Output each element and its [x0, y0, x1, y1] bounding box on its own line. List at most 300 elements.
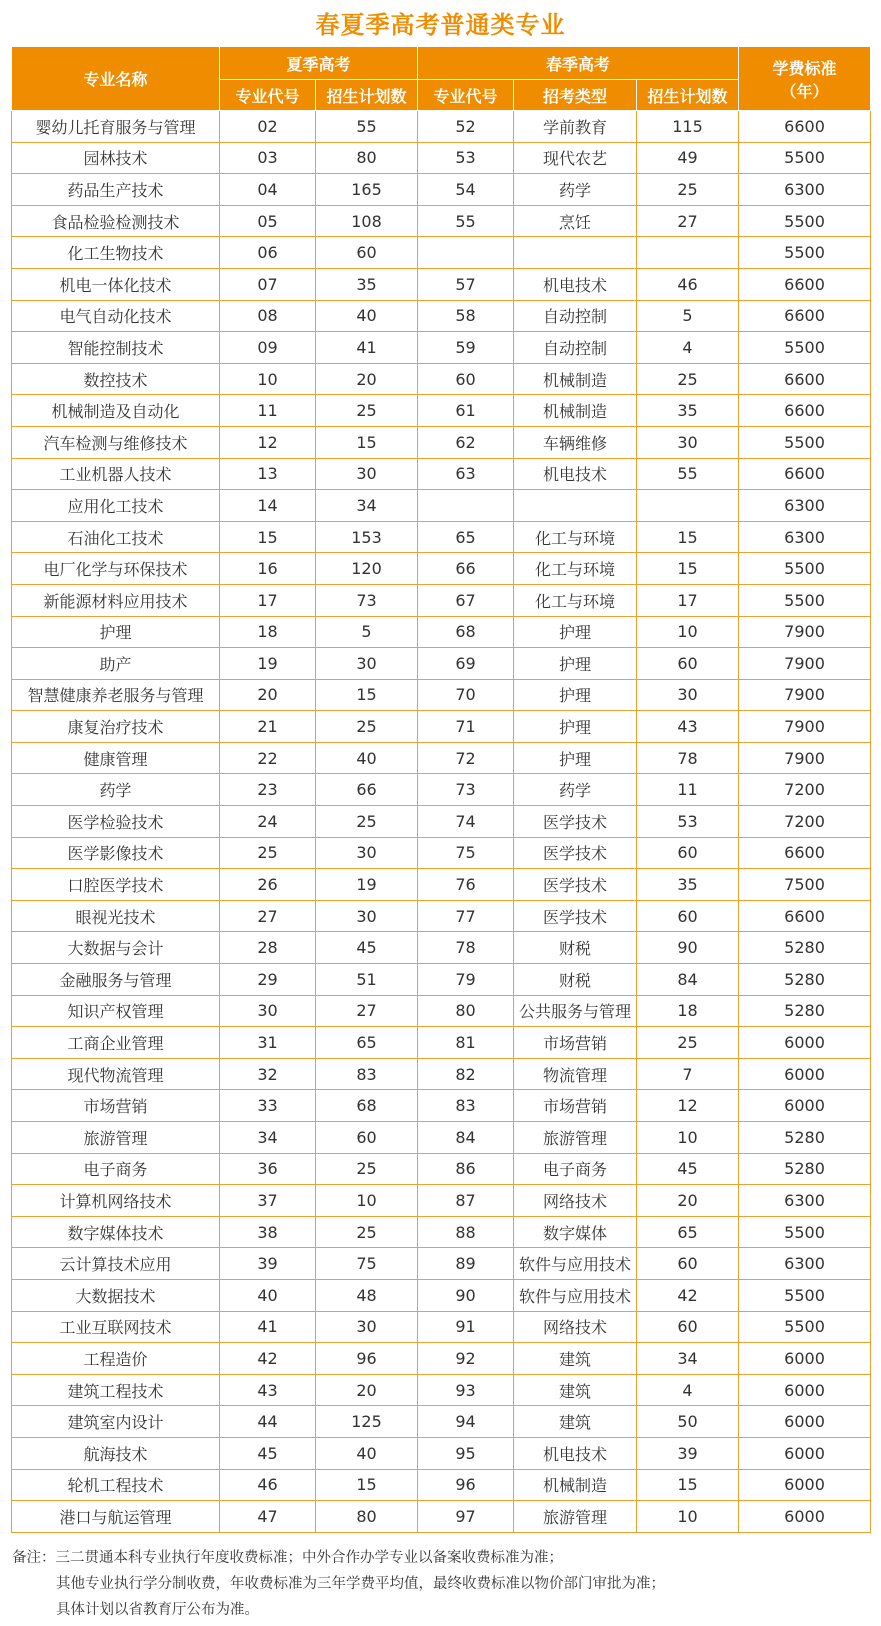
cell-summer-code: 08: [220, 300, 316, 332]
cell-spring-code: 75: [418, 837, 514, 869]
cell-spring-plan: 60: [637, 1248, 739, 1280]
cell-summer-code: 20: [220, 679, 316, 711]
cell-summer-plan: 15: [316, 426, 418, 458]
cell-major-name: 市场营销: [12, 1090, 220, 1122]
table-row: [12, 268, 871, 300]
cell-major-name: 婴幼儿托育服务与管理: [12, 111, 220, 143]
table-row: [12, 711, 871, 743]
cell-spring-plan: 35: [637, 869, 739, 901]
cell-summer-code: 41: [220, 1311, 316, 1343]
header-tuition-label: 学费标准: [772, 58, 837, 78]
cell-spring-code: 73: [418, 774, 514, 806]
table-row: [12, 584, 871, 616]
cell-spring-plan: 11: [637, 774, 739, 806]
note-line-1: 备注：三二贯通本科专业执行年度收费标准；中外合作办学专业以备案收费标准为准；: [12, 1550, 563, 1566]
table-row: [12, 300, 871, 332]
cell-spring-code: 61: [418, 395, 514, 427]
cell-tuition: 7900: [739, 616, 871, 648]
cell-tuition: 6000: [739, 1343, 871, 1375]
cell-spring-code: 97: [418, 1501, 514, 1533]
table-row: [12, 426, 871, 458]
cell-major-name: 康复治疗技术: [12, 711, 220, 743]
cell-spring-code: 80: [418, 995, 514, 1027]
cell-tuition: 6600: [739, 111, 871, 143]
cell-tuition: 5280: [739, 964, 871, 996]
cell-major-name: 机械制造及自动化: [12, 395, 220, 427]
table-row: [12, 774, 871, 806]
cell-spring-type: 机电技术: [514, 458, 637, 490]
cell-spring-type: 化工与环境: [514, 584, 637, 616]
table-row: [12, 1090, 871, 1122]
cell-summer-code: 43: [220, 1374, 316, 1406]
cell-major-name: 大数据与会计: [12, 932, 220, 964]
table-row: [12, 521, 871, 553]
cell-tuition: 6300: [739, 490, 871, 522]
cell-summer-code: 31: [220, 1027, 316, 1059]
header-tuition: [739, 47, 871, 111]
cell-summer-plan: 153: [316, 521, 418, 553]
cell-major-name: 旅游管理: [12, 1122, 220, 1154]
cell-summer-plan: 60: [316, 237, 418, 269]
cell-tuition: 7900: [739, 742, 871, 774]
cell-spring-code: 66: [418, 553, 514, 585]
cell-major-name: 健康管理: [12, 742, 220, 774]
cell-spring-code: 91: [418, 1311, 514, 1343]
cell-spring-code: 96: [418, 1469, 514, 1501]
cell-spring-plan: 49: [637, 142, 739, 174]
cell-spring-type: 化工与环境: [514, 553, 637, 585]
cell-spring-type: 医学技术: [514, 837, 637, 869]
cell-spring-code: [418, 490, 514, 522]
cell-spring-type: 数字媒体: [514, 1216, 637, 1248]
cell-summer-code: 26: [220, 869, 316, 901]
cell-spring-plan: 60: [637, 900, 739, 932]
cell-summer-code: 07: [220, 268, 316, 300]
table-row: [12, 1374, 871, 1406]
cell-summer-plan: 27: [316, 995, 418, 1027]
cell-major-name: 化工生物技术: [12, 237, 220, 269]
table-row: [12, 553, 871, 585]
cell-summer-code: 11: [220, 395, 316, 427]
table-row: [12, 742, 871, 774]
cell-tuition: 6600: [739, 268, 871, 300]
cell-summer-plan: 65: [316, 1027, 418, 1059]
cell-tuition: 5500: [739, 205, 871, 237]
cell-spring-type: 护理: [514, 711, 637, 743]
cell-tuition: 7200: [739, 774, 871, 806]
cell-spring-plan: 35: [637, 395, 739, 427]
cell-summer-code: 21: [220, 711, 316, 743]
header-summer-plan: 招生计划数: [316, 80, 418, 111]
cell-major-name: 助产: [12, 648, 220, 680]
cell-spring-plan: 34: [637, 1343, 739, 1375]
cell-spring-type: 自动控制: [514, 300, 637, 332]
cell-summer-code: 39: [220, 1248, 316, 1280]
cell-spring-plan: 90: [637, 932, 739, 964]
table-header: [12, 47, 871, 111]
cell-summer-plan: 25: [316, 711, 418, 743]
cell-summer-plan: 165: [316, 174, 418, 206]
cell-major-name: 药学: [12, 774, 220, 806]
cell-summer-plan: 30: [316, 900, 418, 932]
cell-spring-code: 78: [418, 932, 514, 964]
cell-tuition: 7500: [739, 869, 871, 901]
table-row: [12, 1437, 871, 1469]
cell-spring-code: 53: [418, 142, 514, 174]
cell-summer-code: 44: [220, 1406, 316, 1438]
cell-spring-plan: 15: [637, 1469, 739, 1501]
cell-spring-plan: 30: [637, 679, 739, 711]
cell-summer-plan: 51: [316, 964, 418, 996]
cell-summer-plan: 60: [316, 1122, 418, 1154]
cell-major-name: 建筑室内设计: [12, 1406, 220, 1438]
header-major-name: 专业名称: [12, 47, 220, 111]
cell-summer-plan: 66: [316, 774, 418, 806]
cell-spring-code: 76: [418, 869, 514, 901]
cell-spring-plan: 30: [637, 426, 739, 458]
cell-spring-type: 药学: [514, 774, 637, 806]
cell-summer-plan: 20: [316, 1374, 418, 1406]
cell-spring-type: 财税: [514, 964, 637, 996]
table-row: [12, 1248, 871, 1280]
header-summer-code: 专业代号: [220, 80, 316, 111]
cell-tuition: 6300: [739, 1248, 871, 1280]
cell-spring-type: 网络技术: [514, 1311, 637, 1343]
cell-spring-code: [418, 237, 514, 269]
cell-major-name: 石油化工技术: [12, 521, 220, 553]
cell-tuition: 6300: [739, 521, 871, 553]
cell-spring-type: 旅游管理: [514, 1501, 637, 1533]
cell-major-name: 计算机网络技术: [12, 1185, 220, 1217]
cell-summer-code: 14: [220, 490, 316, 522]
cell-summer-plan: 80: [316, 1501, 418, 1533]
note-line-2: 其他专业执行学分制收费，年收费标准为三年学费平均值，最终收费标准以物价部门审批为准；: [56, 1576, 665, 1592]
cell-tuition: 6000: [739, 1027, 871, 1059]
table-row: [12, 332, 871, 364]
cell-tuition: 6000: [739, 1469, 871, 1501]
cell-tuition: 5500: [739, 1216, 871, 1248]
cell-major-name: 智能控制技术: [12, 332, 220, 364]
cell-spring-plan: 65: [637, 1216, 739, 1248]
cell-major-name: 机电一体化技术: [12, 268, 220, 300]
cell-spring-type: 市场营销: [514, 1090, 637, 1122]
table-row: [12, 932, 871, 964]
cell-spring-code: 94: [418, 1406, 514, 1438]
cell-spring-type: [514, 490, 637, 522]
cell-major-name: 大数据技术: [12, 1279, 220, 1311]
cell-spring-code: 79: [418, 964, 514, 996]
cell-summer-plan: 40: [316, 1437, 418, 1469]
cell-spring-type: 医学技术: [514, 900, 637, 932]
cell-spring-code: 92: [418, 1343, 514, 1375]
cell-major-name: 电子商务: [12, 1153, 220, 1185]
cell-summer-plan: 41: [316, 332, 418, 364]
table-row: [12, 679, 871, 711]
cell-summer-code: 46: [220, 1469, 316, 1501]
cell-spring-plan: 55: [637, 458, 739, 490]
cell-spring-code: 87: [418, 1185, 514, 1217]
table-row: [12, 458, 871, 490]
cell-summer-code: 06: [220, 237, 316, 269]
cell-spring-code: 58: [418, 300, 514, 332]
cell-spring-code: 95: [418, 1437, 514, 1469]
cell-spring-type: 自动控制: [514, 332, 637, 364]
cell-spring-code: 55: [418, 205, 514, 237]
table-row: [12, 1469, 871, 1501]
cell-tuition: 5280: [739, 1153, 871, 1185]
table-body: [12, 111, 871, 1533]
cell-spring-plan: 20: [637, 1185, 739, 1217]
table-row: [12, 1406, 871, 1438]
cell-summer-code: 17: [220, 584, 316, 616]
cell-spring-plan: 27: [637, 205, 739, 237]
cell-spring-type: 烹饪: [514, 205, 637, 237]
cell-summer-code: 24: [220, 806, 316, 838]
cell-summer-plan: 55: [316, 111, 418, 143]
cell-summer-code: 28: [220, 932, 316, 964]
table-row: [12, 395, 871, 427]
cell-spring-code: 70: [418, 679, 514, 711]
cell-spring-code: 84: [418, 1122, 514, 1154]
cell-major-name: 食品检验检测技术: [12, 205, 220, 237]
cell-spring-plan: 78: [637, 742, 739, 774]
cell-spring-code: 59: [418, 332, 514, 364]
cell-spring-type: 财税: [514, 932, 637, 964]
cell-major-name: 药品生产技术: [12, 174, 220, 206]
cell-tuition: 6000: [739, 1058, 871, 1090]
cell-spring-code: 74: [418, 806, 514, 838]
cell-summer-plan: 20: [316, 363, 418, 395]
cell-summer-plan: 25: [316, 806, 418, 838]
table-row: [12, 363, 871, 395]
cell-major-name: 园林技术: [12, 142, 220, 174]
cell-major-name: 金融服务与管理: [12, 964, 220, 996]
cell-major-name: 电气自动化技术: [12, 300, 220, 332]
cell-major-name: 汽车检测与维修技术: [12, 426, 220, 458]
cell-spring-plan: [637, 237, 739, 269]
cell-spring-plan: 10: [637, 1122, 739, 1154]
table-row: [12, 1185, 871, 1217]
cell-summer-code: 25: [220, 837, 316, 869]
table-row: [12, 174, 871, 206]
table-row: [12, 1343, 871, 1375]
cell-spring-code: 72: [418, 742, 514, 774]
cell-summer-plan: 5: [316, 616, 418, 648]
cell-spring-code: 83: [418, 1090, 514, 1122]
cell-spring-type: 机械制造: [514, 1469, 637, 1501]
cell-spring-type: 软件与应用技术: [514, 1248, 637, 1280]
cell-spring-plan: 25: [637, 1027, 739, 1059]
cell-summer-plan: 30: [316, 458, 418, 490]
cell-summer-plan: 15: [316, 1469, 418, 1501]
cell-summer-code: 12: [220, 426, 316, 458]
cell-spring-plan: 46: [637, 268, 739, 300]
cell-tuition: 7200: [739, 806, 871, 838]
header-tuition-unit: （年）: [780, 81, 829, 101]
cell-spring-type: 车辆维修: [514, 426, 637, 458]
cell-spring-plan: 50: [637, 1406, 739, 1438]
cell-tuition: 5500: [739, 1279, 871, 1311]
cell-tuition: 7900: [739, 711, 871, 743]
table-row: [12, 1027, 871, 1059]
cell-summer-code: 02: [220, 111, 316, 143]
cell-major-name: 口腔医学技术: [12, 869, 220, 901]
cell-spring-type: 护理: [514, 742, 637, 774]
header-summer-exam: 夏季高考: [220, 47, 418, 80]
header-spring-code: 专业代号: [418, 80, 514, 111]
cell-summer-code: 27: [220, 900, 316, 932]
cell-major-name: 数控技术: [12, 363, 220, 395]
cell-summer-code: 19: [220, 648, 316, 680]
cell-tuition: 5500: [739, 426, 871, 458]
cell-summer-plan: 19: [316, 869, 418, 901]
cell-spring-type: 物流管理: [514, 1058, 637, 1090]
header-spring-type: 招考类型: [514, 80, 637, 111]
cell-spring-plan: 15: [637, 521, 739, 553]
cell-summer-code: 38: [220, 1216, 316, 1248]
cell-tuition: 6600: [739, 395, 871, 427]
cell-spring-plan: 18: [637, 995, 739, 1027]
cell-spring-plan: 42: [637, 1279, 739, 1311]
cell-spring-plan: 60: [637, 648, 739, 680]
table-row: [12, 869, 871, 901]
cell-summer-plan: 75: [316, 1248, 418, 1280]
table-row: [12, 1216, 871, 1248]
cell-summer-code: 33: [220, 1090, 316, 1122]
cell-summer-plan: 25: [316, 1153, 418, 1185]
cell-summer-code: 36: [220, 1153, 316, 1185]
cell-spring-type: 网络技术: [514, 1185, 637, 1217]
cell-spring-code: 77: [418, 900, 514, 932]
cell-spring-type: [514, 237, 637, 269]
cell-summer-plan: 30: [316, 1311, 418, 1343]
cell-spring-plan: 39: [637, 1437, 739, 1469]
cell-summer-plan: 40: [316, 742, 418, 774]
notes: [12, 1545, 872, 1623]
cell-spring-code: 52: [418, 111, 514, 143]
cell-tuition: 5500: [739, 1311, 871, 1343]
table-row: [12, 1501, 871, 1533]
cell-tuition: 7900: [739, 648, 871, 680]
table-row: [12, 1153, 871, 1185]
cell-major-name: 建筑工程技术: [12, 1374, 220, 1406]
cell-summer-code: 29: [220, 964, 316, 996]
cell-spring-type: 建筑: [514, 1406, 637, 1438]
cell-spring-code: 93: [418, 1374, 514, 1406]
cell-spring-type: 护理: [514, 679, 637, 711]
cell-summer-code: 37: [220, 1185, 316, 1217]
cell-summer-plan: 45: [316, 932, 418, 964]
cell-spring-type: 机电技术: [514, 1437, 637, 1469]
cell-major-name: 数字媒体技术: [12, 1216, 220, 1248]
cell-tuition: 6000: [739, 1501, 871, 1533]
cell-major-name: 护理: [12, 616, 220, 648]
cell-tuition: 6600: [739, 458, 871, 490]
cell-spring-code: 69: [418, 648, 514, 680]
cell-major-name: 应用化工技术: [12, 490, 220, 522]
cell-major-name: 工业机器人技术: [12, 458, 220, 490]
cell-summer-plan: 83: [316, 1058, 418, 1090]
cell-spring-plan: 4: [637, 332, 739, 364]
cell-major-name: 现代物流管理: [12, 1058, 220, 1090]
cell-summer-plan: 125: [316, 1406, 418, 1438]
cell-tuition: 5280: [739, 995, 871, 1027]
cell-major-name: 港口与航运管理: [12, 1501, 220, 1533]
table-row: [12, 1311, 871, 1343]
cell-summer-plan: 68: [316, 1090, 418, 1122]
table-row: [12, 995, 871, 1027]
cell-spring-code: 81: [418, 1027, 514, 1059]
cell-summer-code: 34: [220, 1122, 316, 1154]
cell-major-name: 轮机工程技术: [12, 1469, 220, 1501]
cell-spring-plan: 45: [637, 1153, 739, 1185]
page-title: 春夏季高考普通类专业: [315, 11, 566, 39]
cell-spring-plan: 60: [637, 1311, 739, 1343]
cell-summer-plan: 80: [316, 142, 418, 174]
cell-summer-plan: 96: [316, 1343, 418, 1375]
table-row: [12, 142, 871, 174]
cell-spring-code: 68: [418, 616, 514, 648]
cell-spring-code: 54: [418, 174, 514, 206]
cell-spring-code: 67: [418, 584, 514, 616]
cell-tuition: 5500: [739, 584, 871, 616]
cell-major-name: 医学检验技术: [12, 806, 220, 838]
cell-major-name: 工程造价: [12, 1343, 220, 1375]
cell-spring-type: 机械制造: [514, 363, 637, 395]
cell-summer-code: 42: [220, 1343, 316, 1375]
cell-spring-code: 62: [418, 426, 514, 458]
table-row: [12, 1122, 871, 1154]
cell-spring-plan: 4: [637, 1374, 739, 1406]
cell-tuition: 5500: [739, 142, 871, 174]
table-row: [12, 1279, 871, 1311]
cell-major-name: 新能源材料应用技术: [12, 584, 220, 616]
cell-spring-plan: 60: [637, 837, 739, 869]
cell-spring-type: 护理: [514, 616, 637, 648]
cell-summer-code: 09: [220, 332, 316, 364]
cell-major-name: 智慧健康养老服务与管理: [12, 679, 220, 711]
cell-summer-plan: 25: [316, 1216, 418, 1248]
cell-summer-code: 47: [220, 1501, 316, 1533]
cell-tuition: 6000: [739, 1374, 871, 1406]
cell-spring-plan: 115: [637, 111, 739, 143]
cell-spring-type: 机械制造: [514, 395, 637, 427]
cell-spring-code: 65: [418, 521, 514, 553]
header-spring-exam: 春季高考: [418, 47, 739, 80]
cell-major-name: 电厂化学与环保技术: [12, 553, 220, 585]
table-row: [12, 648, 871, 680]
cell-tuition: 6000: [739, 1090, 871, 1122]
cell-spring-type: 建筑: [514, 1374, 637, 1406]
cell-spring-type: 电子商务: [514, 1153, 637, 1185]
cell-spring-code: 57: [418, 268, 514, 300]
cell-spring-type: 旅游管理: [514, 1122, 637, 1154]
cell-summer-code: 30: [220, 995, 316, 1027]
cell-spring-type: 学前教育: [514, 111, 637, 143]
cell-major-name: 航海技术: [12, 1437, 220, 1469]
cell-summer-plan: 34: [316, 490, 418, 522]
cell-spring-type: 机电技术: [514, 268, 637, 300]
cell-spring-plan: 25: [637, 363, 739, 395]
table-row: [12, 237, 871, 269]
cell-spring-plan: 12: [637, 1090, 739, 1122]
cell-spring-code: 86: [418, 1153, 514, 1185]
cell-spring-plan: 7: [637, 1058, 739, 1090]
cell-major-name: 知识产权管理: [12, 995, 220, 1027]
cell-summer-code: 18: [220, 616, 316, 648]
cell-spring-plan: [637, 490, 739, 522]
cell-spring-code: 89: [418, 1248, 514, 1280]
